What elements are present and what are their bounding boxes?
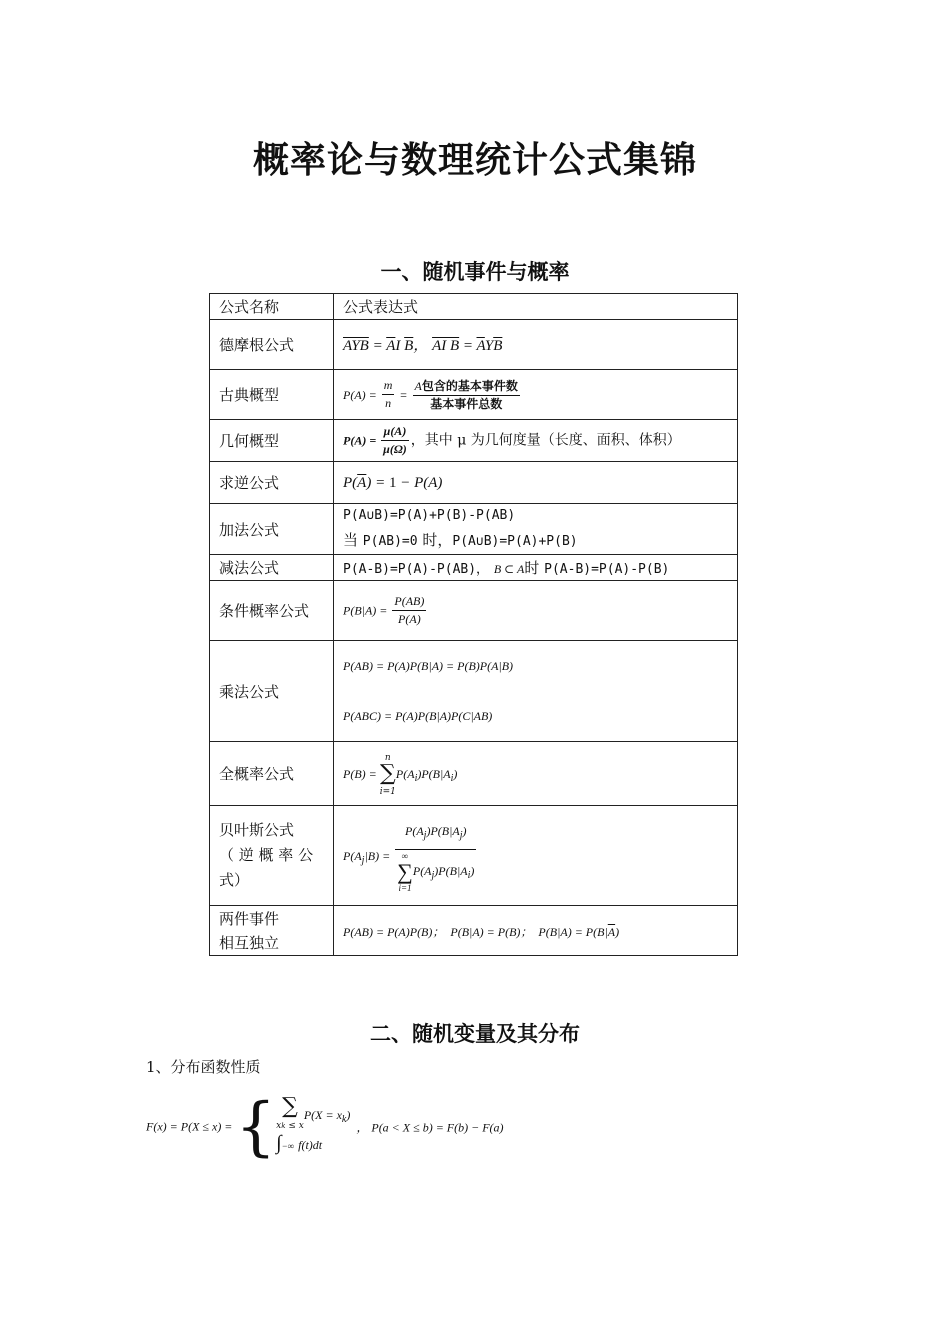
formula-demorgan: $\overline{AYB} = \overline{A}I$ $\overline{B}$， AI $B = \overline{A}Y\overline{B}$ xyxy=(334,320,738,370)
header-name: 公式名称 xyxy=(210,294,334,320)
header-expr: 公式表达式 xyxy=(334,294,738,320)
addition-line2: P(A∪B)=P(A)+P(B) xyxy=(452,534,578,549)
addition-when: 当 xyxy=(343,531,359,549)
row-name-addition: 加法公式 xyxy=(210,504,334,555)
formula-classical: P(A) = $\frac{m}{n}$ = $\frac{\text{A包含的基本事件数}}{\text{基本事件总数}}$ xyxy=(334,370,738,420)
row-name-independent: 两件事件 相互独立 xyxy=(210,906,334,956)
row-name-conditional: 条件概率公式 xyxy=(210,581,334,641)
subtraction-cond: 时 xyxy=(524,559,540,577)
formula-distribution: F(x) = P(X ≤ x) = { ∑ xk ≤ $xP(X = x_k)$ ∫−∞ f(t)dt ， P(a < X ≤ b) = F(b) − F(a) xyxy=(146,1090,504,1164)
classical-den-text: 基本事件总数 xyxy=(430,396,503,411)
formula-table xyxy=(209,293,738,956)
formula-conditional: P(B|A) = $\frac{P(AB)}{P(A)}$ xyxy=(334,581,738,641)
row-name-multiplication: 乘法公式 xyxy=(210,641,334,742)
row-name-complement: 求逆公式 xyxy=(210,462,334,504)
addition-line1: P(A∪B)=P(A)+P(B)-P(AB) xyxy=(343,508,516,523)
row-name-classical: 古典概型 xyxy=(210,370,334,420)
formula-complement: $P(\overline{A}) = 1 - P(A)$ xyxy=(334,462,738,504)
formula-addition xyxy=(334,504,738,555)
item-distribution-function: 1、分布函数性质 xyxy=(146,1058,261,1076)
row-name-geometric: 几何概型 xyxy=(210,420,334,462)
row-name-bayes: 贝叶斯公式 （ 逆 概 率 公 式） xyxy=(210,806,334,906)
subtraction-a: P(A-B)=P(A)-P(AB)， xyxy=(343,562,490,577)
row-name-total: 全概率公式 xyxy=(210,742,334,806)
formula-geometric: P(A) = $\frac{\mu(A)}{\mu(\Omega)}$ ，其中 μ 为几何度量（长度、面积、体积） xyxy=(334,420,738,462)
row-name-subtraction: 减法公式 xyxy=(210,555,334,581)
row-name-demorgan: 德摩根公式 xyxy=(210,320,334,370)
addition-cond: P(AB)=0 xyxy=(362,534,418,549)
subtraction-b: P(A-B)=P(A)-P(B) xyxy=(544,562,670,577)
section-heading-1: 一、随机事件与概率 xyxy=(380,260,570,284)
geometric-note: ，其中 μ 为几何度量（长度、面积、体积） xyxy=(410,432,681,449)
formula-independent: P(AB) = P(A)P(B)； P(B|A) = P(B)； $P(B|A) = P(B|\overline{A})$ xyxy=(334,906,738,956)
classical-num-text: 包含的基本事件数 xyxy=(421,378,518,393)
formula-bayes: $P(A_j|B)$ = $P(A_j)P(B|A_j)$ ∞ ∑ $i=1P(A_j)P(B|A_i)$ xyxy=(334,806,738,906)
section-heading-2: 二、随机变量及其分布 xyxy=(370,1022,580,1046)
formula-total: P(B) = n ∑ $i=1P(A_i)P(B|A_i)$ xyxy=(334,742,738,806)
formula-multiplication: P(AB) = P(A)P(B|A) = P(B)P(A|B) P(ABC) = P(A)P(B|A)P(C|AB) xyxy=(334,641,738,742)
page-title: 概率论与数理统计公式集锦 xyxy=(252,140,697,181)
formula-subtraction: P(A-B)=P(A)-P(AB)， B ⊂ A时 P(A-B)=P(A)-P(B) xyxy=(334,555,738,581)
addition-when2: 时， xyxy=(422,531,453,549)
